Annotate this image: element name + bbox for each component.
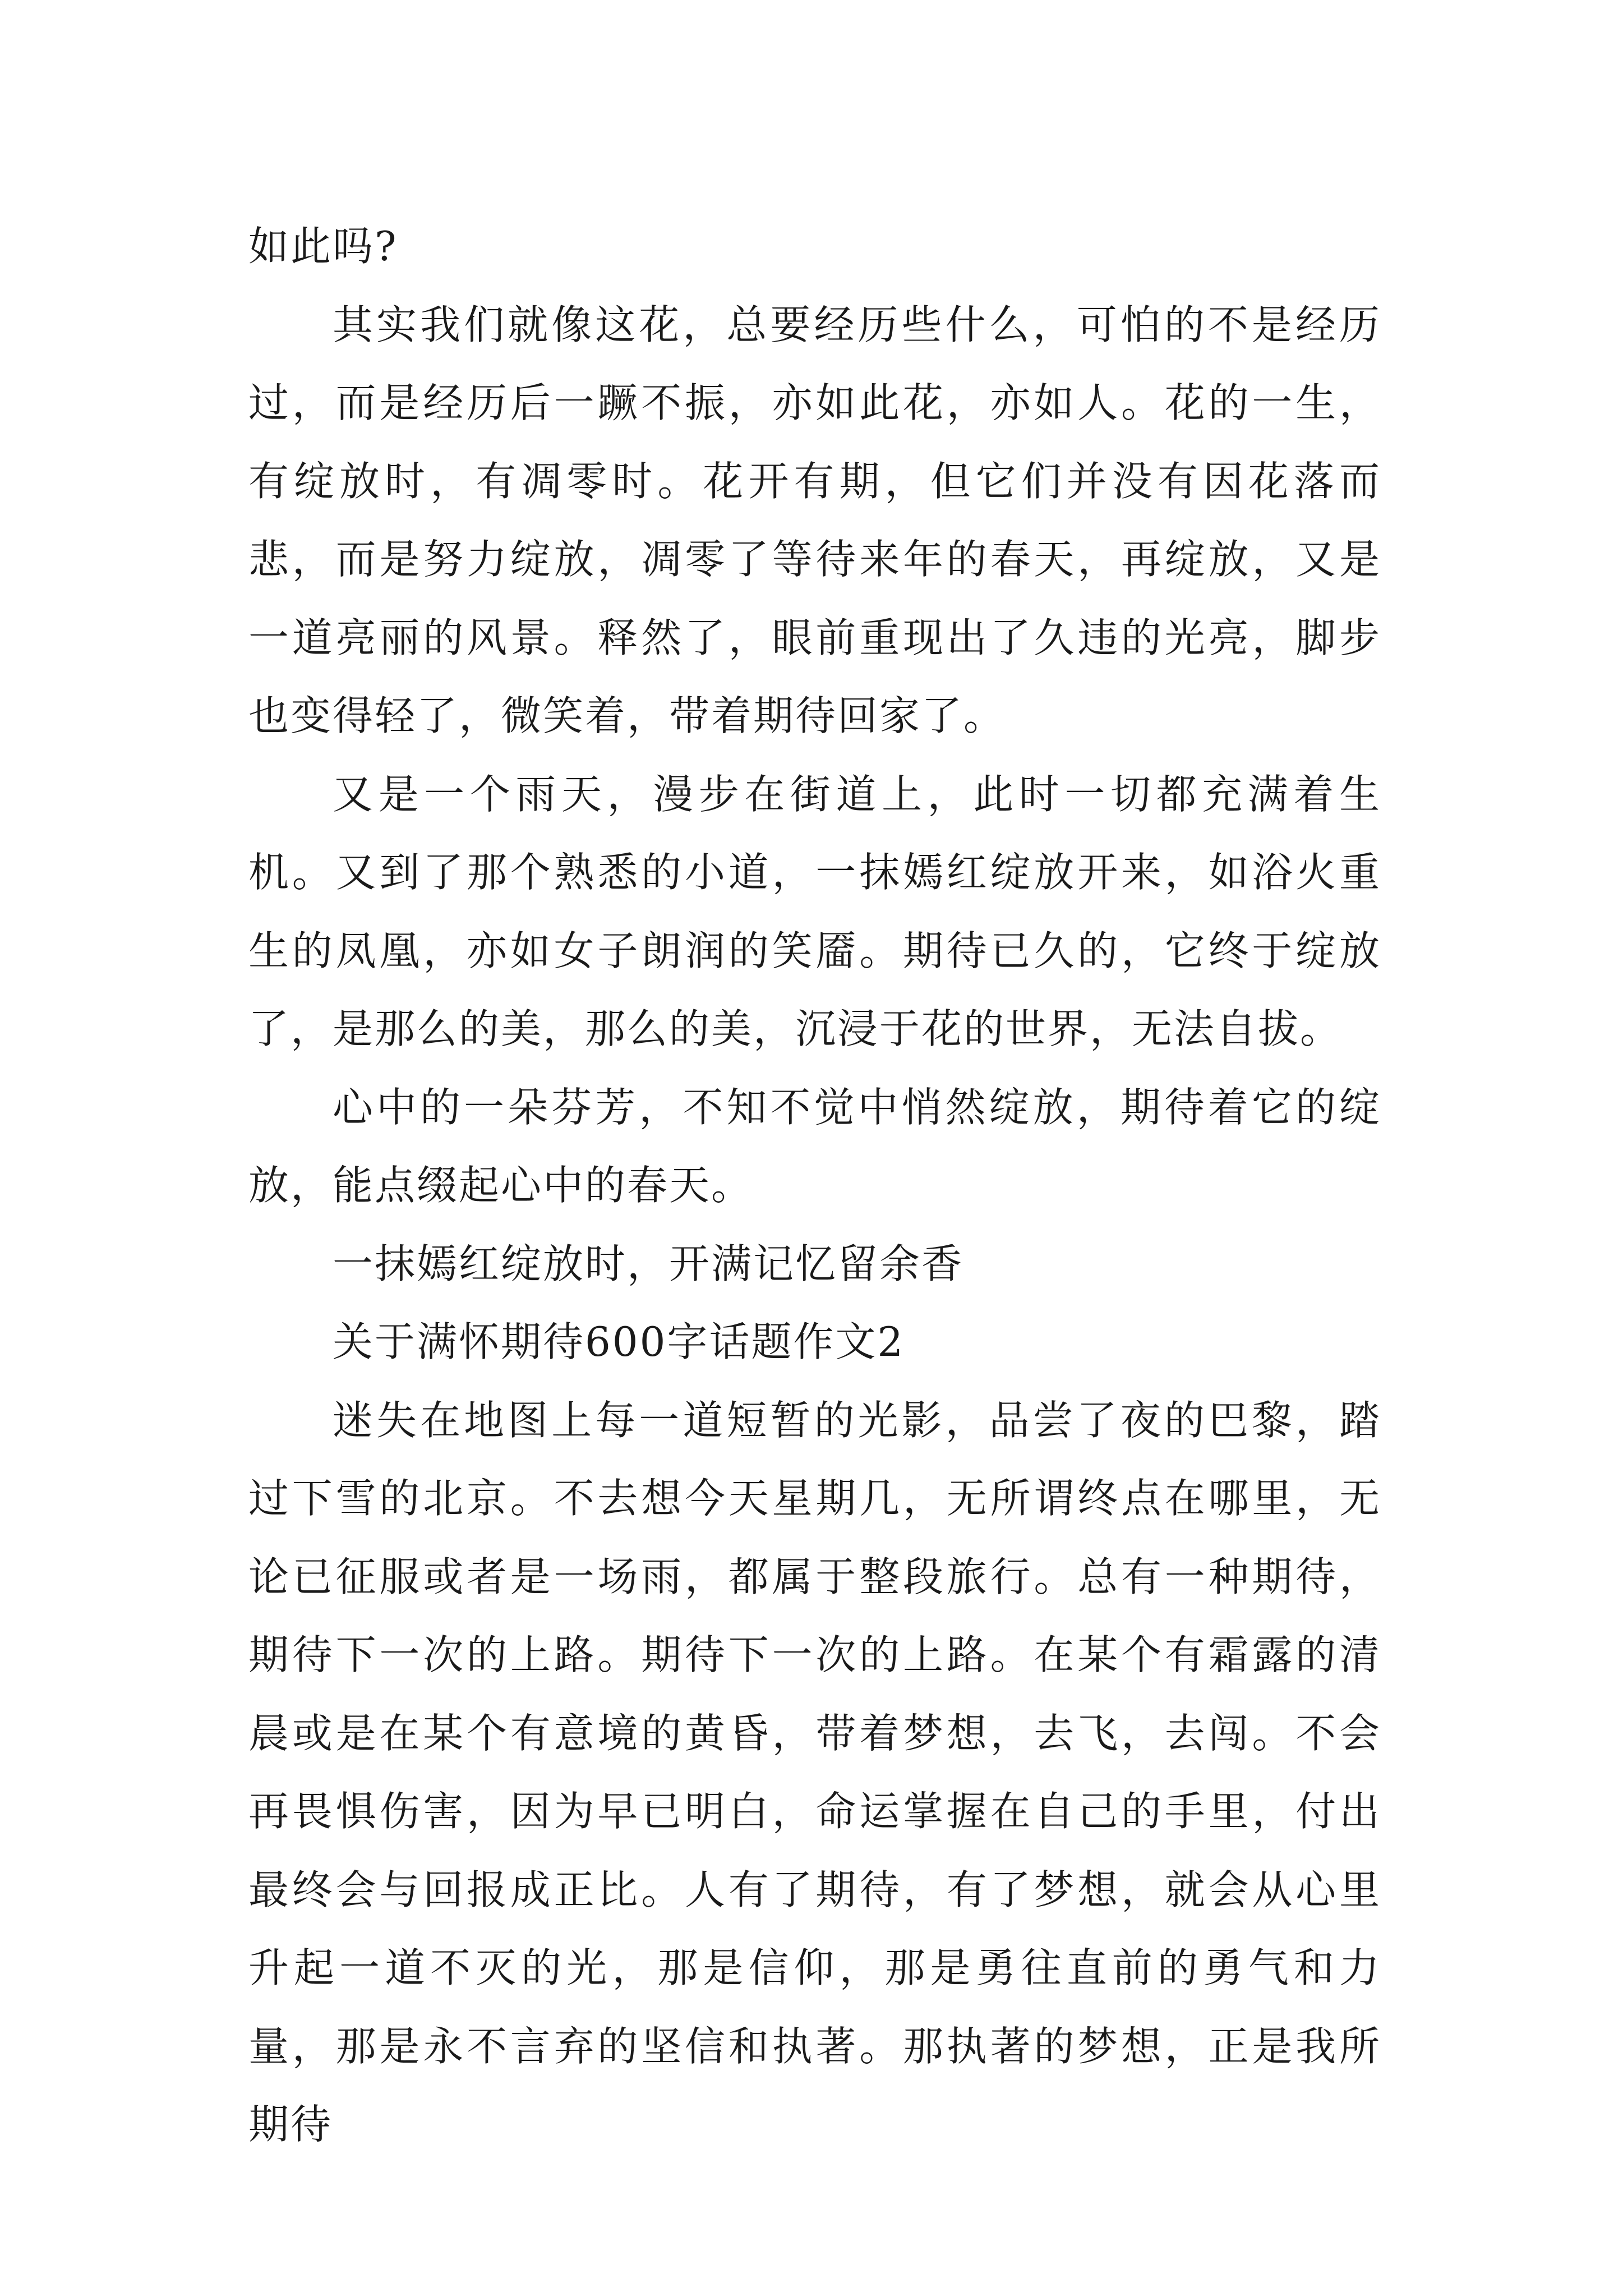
paragraph: 迷失在地图上每一道短暂的光影，品尝了夜的巴黎，踏过下雪的北京。不去想今天星期几，无所谓终点在哪里，无论已征服或者是一场雨，都属于整段旅行。总有一种期待，期待下一次的上路。期待下一次的上路。在某个有霜露的清晨或是在某个有意境的黄昏，带着梦想，去飞，去闯。不会再畏惧伤害，因为早已明白，命运掌握在自己的手里，付出最终会与回报成正比。人有了期待，有了梦想，就会从心里升起一道不灭的光，那是信仰，那是勇往直前的勇气和力量，那是永不言弃的坚信和执著。那执著的梦想，正是我所期待: [248, 1396, 1381, 2148]
closing-line: 一抹嫣红绽放时，开满记忆留余香: [333, 1240, 964, 1287]
document-body: [248, 208, 1381, 2164]
paragraph-continuation: 如此吗?: [248, 223, 398, 270]
section-title: 关于满怀期待600字话题作文2: [333, 1318, 905, 1365]
paragraph: 其实我们就像这花，总要经历些什么，可怕的不是经历过，而是经历后一蹶不振，亦如此花，亦如人。花的一生，有绽放时，有凋零时。花开有期，但它们并没有因花落而悲，而是努力绽放，凋零了等待来年的春天，再绽放，又是一道亮丽的风景。释然了，眼前重现出了久违的光亮，脚步也变得轻了，微笑着，带着期待回家了。: [248, 301, 1381, 739]
paragraph: 心中的一朵芬芳，不知不觉中悄然绽放，期待着它的绽放，能点缀起心中的春天。: [248, 1083, 1381, 1209]
paragraph: 又是一个雨天，漫步在街道上，此时一切都充满着生机。又到了那个熟悉的小道，一抹嫣红绽放开来，如浴火重生的凤凰，亦如女子朗润的笑靥。期待已久的，它终于绽放了，是那么的美，那么的美，沉浸于花的世界，无法自拔。: [248, 770, 1381, 1052]
